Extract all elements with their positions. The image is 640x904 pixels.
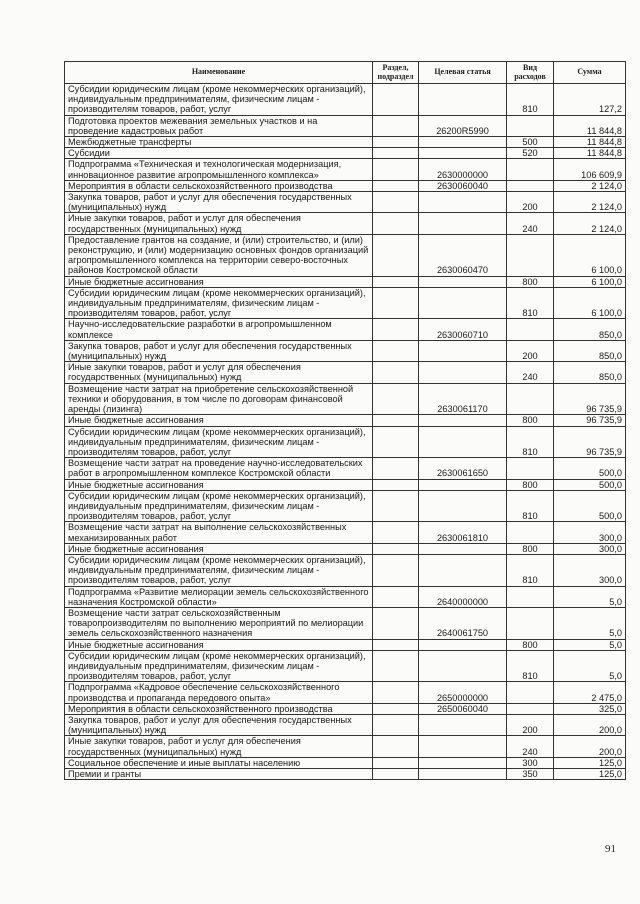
cell-target <box>419 276 507 287</box>
cell-name: Иные бюджетные ассигнования <box>65 543 373 554</box>
cell-target: 2630061810 <box>419 522 507 543</box>
cell-sum: 850,0 <box>554 340 626 361</box>
cell-sum: 125,0 <box>554 757 626 768</box>
cell-type: 810 <box>507 650 554 682</box>
cell-target: 2630000000 <box>419 159 507 180</box>
cell-name: Закупка товаров, работ и услуг для обеспечения государственных (муниципальных) нужд <box>65 192 373 213</box>
cell-type: 810 <box>507 490 554 522</box>
cell-sum: 96 735,9 <box>554 383 626 415</box>
cell-sum: 6 100,0 <box>554 234 626 276</box>
cell-type: 810 <box>507 84 554 116</box>
cell-section <box>373 84 419 116</box>
header-sum: Сумма <box>554 62 626 84</box>
table-row <box>65 650 626 682</box>
cell-section <box>373 287 419 319</box>
cell-type: 500 <box>507 137 554 148</box>
cell-section <box>373 148 419 159</box>
cell-name: Иные бюджетные ассигнования <box>65 276 373 287</box>
cell-type <box>507 159 554 180</box>
cell-sum: 11 844,8 <box>554 115 626 136</box>
cell-section <box>373 543 419 554</box>
cell-sum: 300,0 <box>554 543 626 554</box>
cell-section <box>373 213 419 234</box>
table-row <box>65 714 626 735</box>
cell-section <box>373 383 419 415</box>
cell-section <box>373 415 419 426</box>
cell-type: 800 <box>507 639 554 650</box>
cell-sum: 125,0 <box>554 769 626 780</box>
cell-section <box>373 362 419 383</box>
cell-type: 200 <box>507 192 554 213</box>
cell-type: 200 <box>507 340 554 361</box>
cell-name: Субсидии юридическим лицам (кроме некоммерческих организаций), индивидуальным предпринимателям, физическим лицам - производителям товаров, работ, услуг <box>65 426 373 458</box>
table-row <box>65 234 626 276</box>
cell-section <box>373 639 419 650</box>
cell-target: 2630061170 <box>419 383 507 415</box>
cell-name: Возмещение части затрат на выполнение сельскохозяйственных механизированных работ <box>65 522 373 543</box>
table-row <box>65 84 626 116</box>
cell-name: Субсидии юридическим лицам (кроме некоммерческих организаций), индивидуальным предпринимателям, физическим лицам - производителям товаров, работ, услуг <box>65 650 373 682</box>
cell-name: Мероприятия в области сельскохозяйственного производства <box>65 180 373 191</box>
cell-name: Возмещение части затрат на проведение научно-исследовательских работ в агропромышленном комплексе Костромской области <box>65 458 373 479</box>
table-row <box>65 682 626 703</box>
cell-name: Субсидии юридическим лицам (кроме некоммерческих организаций), индивидуальным предпринимателям, физическим лицам - производителям товаров, работ, услуг <box>65 490 373 522</box>
cell-type <box>507 115 554 136</box>
cell-sum: 6 100,0 <box>554 287 626 319</box>
cell-section <box>373 769 419 780</box>
cell-name: Субсидии юридическим лицам (кроме некоммерческих организаций), индивидуальным предпринимателям, физическим лицам - производителям товаров, работ, услуг <box>65 554 373 586</box>
header-target: Целевая статья <box>419 62 507 84</box>
header-type: Вид расходов <box>507 62 554 84</box>
cell-name: Научно-исследовательские разработки в агропромышленном комплексе <box>65 319 373 340</box>
cell-target <box>419 148 507 159</box>
cell-type: 350 <box>507 769 554 780</box>
cell-sum: 5,0 <box>554 586 626 607</box>
cell-sum: 96 735,9 <box>554 426 626 458</box>
cell-target <box>419 426 507 458</box>
cell-section <box>373 319 419 340</box>
header-section: Раздел, подраздел <box>373 62 419 84</box>
cell-name: Закупка товаров, работ и услуг для обеспечения государственных (муниципальных) нужд <box>65 340 373 361</box>
budget-table <box>64 61 626 780</box>
cell-target: 2640000000 <box>419 586 507 607</box>
cell-sum: 200,0 <box>554 714 626 735</box>
cell-name: Межбюджетные трансферты <box>65 137 373 148</box>
table-row <box>65 736 626 757</box>
cell-type <box>507 607 554 639</box>
cell-target: 2630061650 <box>419 458 507 479</box>
cell-type: 240 <box>507 213 554 234</box>
table-row <box>65 522 626 543</box>
cell-name: Иные бюджетные ассигнования <box>65 639 373 650</box>
cell-sum: 11 844,8 <box>554 137 626 148</box>
cell-sum: 2 124,0 <box>554 192 626 213</box>
cell-type <box>507 586 554 607</box>
cell-section <box>373 340 419 361</box>
page-number: 91 <box>605 843 616 855</box>
cell-section <box>373 159 419 180</box>
cell-section <box>373 714 419 735</box>
cell-sum: 325,0 <box>554 703 626 714</box>
table-row <box>65 180 626 191</box>
cell-sum: 500,0 <box>554 458 626 479</box>
cell-section <box>373 522 419 543</box>
cell-name: Иные закупки товаров, работ и услуг для обеспечения государственных (муниципальных) нужд <box>65 213 373 234</box>
cell-section <box>373 682 419 703</box>
cell-type: 200 <box>507 714 554 735</box>
cell-target <box>419 543 507 554</box>
cell-type <box>507 458 554 479</box>
cell-type: 300 <box>507 757 554 768</box>
cell-section <box>373 276 419 287</box>
table-row <box>65 586 626 607</box>
cell-target: 2650060040 <box>419 703 507 714</box>
cell-target <box>419 192 507 213</box>
cell-section <box>373 180 419 191</box>
table-row <box>65 554 626 586</box>
table-row <box>65 703 626 714</box>
table-row <box>65 490 626 522</box>
cell-section <box>373 137 419 148</box>
table-row <box>65 415 626 426</box>
cell-target <box>419 714 507 735</box>
cell-type: 240 <box>507 736 554 757</box>
cell-type: 810 <box>507 426 554 458</box>
cell-section <box>373 757 419 768</box>
table-row <box>65 137 626 148</box>
cell-sum: 200,0 <box>554 736 626 757</box>
cell-target <box>419 340 507 361</box>
cell-name: Иные бюджетные ассигнования <box>65 415 373 426</box>
cell-type: 800 <box>507 479 554 490</box>
cell-sum: 96 735,9 <box>554 415 626 426</box>
cell-name: Иные бюджетные ассигнования <box>65 479 373 490</box>
cell-target <box>419 650 507 682</box>
cell-sum: 11 844,8 <box>554 148 626 159</box>
table-row <box>65 383 626 415</box>
cell-section <box>373 703 419 714</box>
cell-name: Возмещение части затрат сельскохозяйственным товаропроизводителям по выполнению мероприятий по мелиорации земель сельскохозяйственного назначения <box>65 607 373 639</box>
cell-type: 800 <box>507 276 554 287</box>
table-row <box>65 479 626 490</box>
cell-name: Подпрограмма «Техническая и технологическая модернизация, инновационное развитие агропромышленного комплекса» <box>65 159 373 180</box>
cell-section <box>373 736 419 757</box>
cell-sum: 2 475,0 <box>554 682 626 703</box>
cell-sum: 2 124,0 <box>554 213 626 234</box>
cell-name: Подготовка проектов межевания земельных участков и на проведение кадастровых работ <box>65 115 373 136</box>
cell-sum: 6 100,0 <box>554 276 626 287</box>
cell-sum: 127,2 <box>554 84 626 116</box>
cell-type: 520 <box>507 148 554 159</box>
cell-target: 26200R5990 <box>419 115 507 136</box>
cell-target <box>419 479 507 490</box>
cell-type <box>507 319 554 340</box>
table-row <box>65 769 626 780</box>
cell-name: Предоставление грантов на создание, и (или) строительство, и (или) реконструкцию, и (или) модернизацию основных фондов организаций агропромышленного комплекса на территории северо-восточных районов Костромской области <box>65 234 373 276</box>
cell-sum: 2 124,0 <box>554 180 626 191</box>
cell-target <box>419 213 507 234</box>
cell-target: 2630060710 <box>419 319 507 340</box>
cell-section <box>373 479 419 490</box>
cell-target: 2640061750 <box>419 607 507 639</box>
cell-target <box>419 490 507 522</box>
cell-name: Возмещение части затрат на приобретение сельскохозяйственной техники и оборудования, в том числе по договорам финансовой аренды (лизинга) <box>65 383 373 415</box>
cell-section <box>373 426 419 458</box>
table-row <box>65 426 626 458</box>
table-row <box>65 543 626 554</box>
cell-type <box>507 383 554 415</box>
cell-sum: 5,0 <box>554 650 626 682</box>
cell-section <box>373 115 419 136</box>
table-row <box>65 115 626 136</box>
cell-sum: 300,0 <box>554 522 626 543</box>
table-row <box>65 639 626 650</box>
cell-target: 2630060470 <box>419 234 507 276</box>
cell-target <box>419 757 507 768</box>
cell-section <box>373 458 419 479</box>
table-row <box>65 213 626 234</box>
table-header-row <box>65 62 626 84</box>
table-row <box>65 458 626 479</box>
cell-type <box>507 682 554 703</box>
cell-type: 810 <box>507 554 554 586</box>
cell-name: Субсидии юридическим лицам (кроме некоммерческих организаций), индивидуальным предпринимателям, физическим лицам - производителям товаров, работ, услуг <box>65 84 373 116</box>
cell-target <box>419 287 507 319</box>
table-row <box>65 362 626 383</box>
cell-name: Подпрограмма «Развитие мелиорации земель сельскохозяйственного назначения Костромской области» <box>65 586 373 607</box>
table-row <box>65 287 626 319</box>
table-row <box>65 757 626 768</box>
table-row <box>65 319 626 340</box>
cell-section <box>373 192 419 213</box>
table-row <box>65 340 626 361</box>
table-row <box>65 276 626 287</box>
cell-name: Субсидии юридическим лицам (кроме некоммерческих организаций), индивидуальным предпринимателям, физическим лицам - производителям товаров, работ, услуг <box>65 287 373 319</box>
cell-target <box>419 736 507 757</box>
cell-type: 810 <box>507 287 554 319</box>
cell-target <box>419 554 507 586</box>
cell-sum: 850,0 <box>554 362 626 383</box>
cell-sum: 850,0 <box>554 319 626 340</box>
table-row <box>65 159 626 180</box>
table-row <box>65 148 626 159</box>
cell-type <box>507 703 554 714</box>
cell-sum: 106 609,9 <box>554 159 626 180</box>
cell-target: 2630060040 <box>419 180 507 191</box>
table-row <box>65 607 626 639</box>
cell-sum: 500,0 <box>554 490 626 522</box>
table-body <box>65 84 626 780</box>
cell-name: Социальное обеспечение и иные выплаты населению <box>65 757 373 768</box>
cell-section <box>373 607 419 639</box>
cell-section <box>373 234 419 276</box>
cell-type: 800 <box>507 543 554 554</box>
cell-type: 240 <box>507 362 554 383</box>
cell-sum: 500,0 <box>554 479 626 490</box>
cell-target <box>419 639 507 650</box>
cell-name: Премии и гранты <box>65 769 373 780</box>
cell-section <box>373 586 419 607</box>
cell-type <box>507 522 554 543</box>
cell-name: Подпрограмма «Кадровое обеспечение сельскохозяйственного производства и пропаганда передового опыта» <box>65 682 373 703</box>
cell-sum: 300,0 <box>554 554 626 586</box>
cell-sum: 5,0 <box>554 607 626 639</box>
cell-name: Субсидии <box>65 148 373 159</box>
cell-name: Иные закупки товаров, работ и услуг для обеспечения государственных (муниципальных) нужд <box>65 362 373 383</box>
cell-target: 2650000000 <box>419 682 507 703</box>
cell-name: Мероприятия в области сельскохозяйственного производства <box>65 703 373 714</box>
cell-type <box>507 180 554 191</box>
cell-sum: 5,0 <box>554 639 626 650</box>
budget-table-container <box>64 61 625 780</box>
cell-section <box>373 650 419 682</box>
cell-target <box>419 415 507 426</box>
header-name: Наименование <box>65 62 373 84</box>
cell-target <box>419 769 507 780</box>
cell-target <box>419 362 507 383</box>
cell-name: Иные закупки товаров, работ и услуг для обеспечения государственных (муниципальных) нужд <box>65 736 373 757</box>
cell-target <box>419 137 507 148</box>
cell-section <box>373 490 419 522</box>
cell-name: Закупка товаров, работ и услуг для обеспечения государственных (муниципальных) нужд <box>65 714 373 735</box>
cell-type <box>507 234 554 276</box>
table-row <box>65 192 626 213</box>
cell-section <box>373 554 419 586</box>
cell-target <box>419 84 507 116</box>
cell-type: 800 <box>507 415 554 426</box>
